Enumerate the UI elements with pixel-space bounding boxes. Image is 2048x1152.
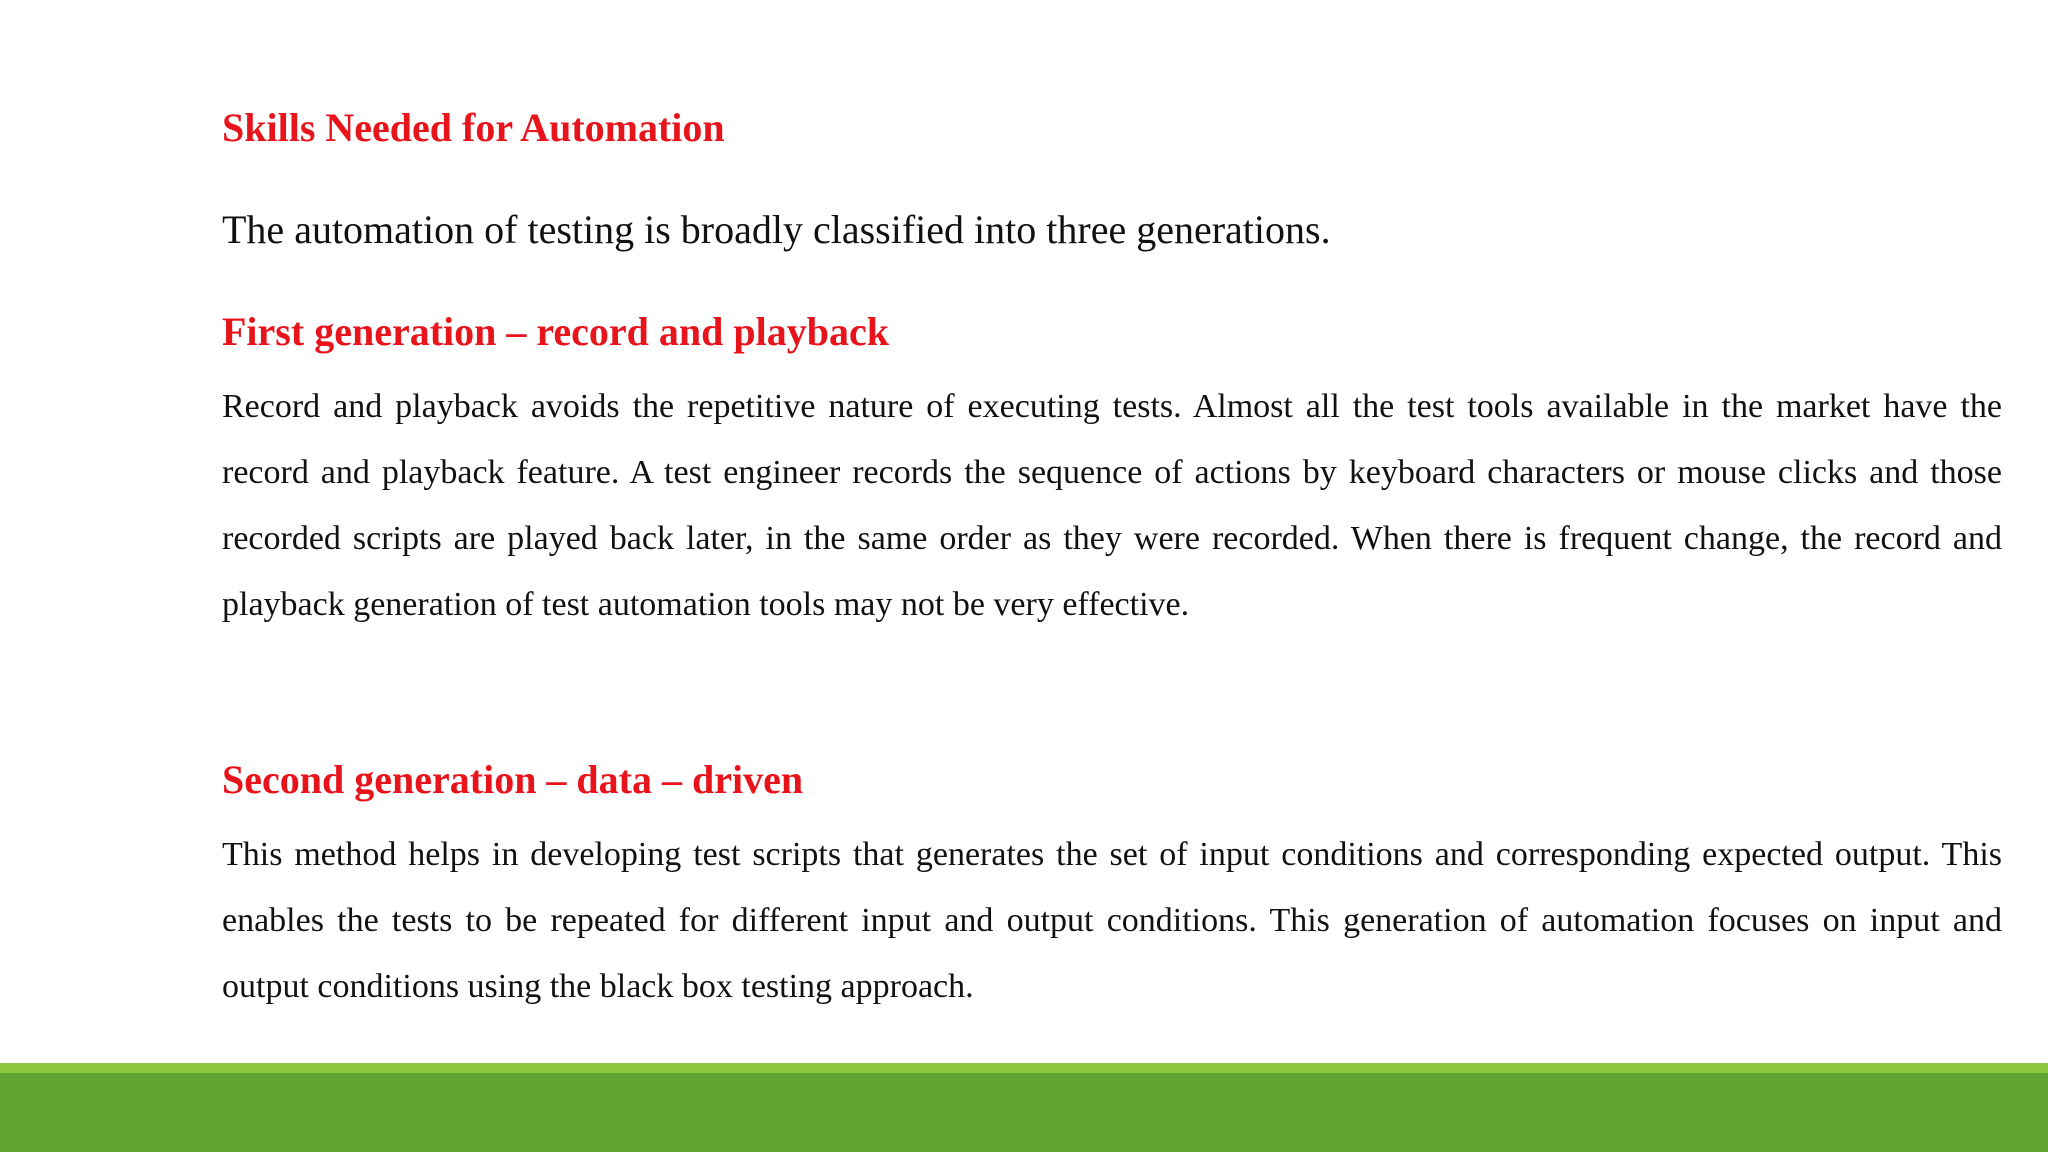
- footer-band: [0, 1073, 2048, 1152]
- first-generation-paragraph: Record and playback avoids the repetitive nature of executing tests. Almost all the test tools available in the market have the record and playback feature. A test engineer records the sequence of actions by keyboard characters or mouse clicks and those recorded scripts are played back later, in the same order as they were recorded. When there is frequent change, the record and playback generation of test automation tools may not be very effective.: [222, 388, 2002, 623]
- second-generation-paragraph: This method helps in developing test scripts that generates the set of input conditions and corresponding expected output. This enables the tests to be repeated for different input and output conditions. This generation of automation focuses on input and output conditions using the black box testing approach.: [222, 836, 2002, 1005]
- intro-text: The automation of testing is broadly classified into three generations.: [222, 207, 1331, 252]
- first-generation-heading: First generation – record and playback: [222, 309, 890, 354]
- second-generation-heading: Second generation – data – driven: [222, 757, 804, 802]
- section-title-skills: Skills Needed for Automation: [222, 105, 725, 150]
- footer-stripe-light: [0, 1063, 2048, 1073]
